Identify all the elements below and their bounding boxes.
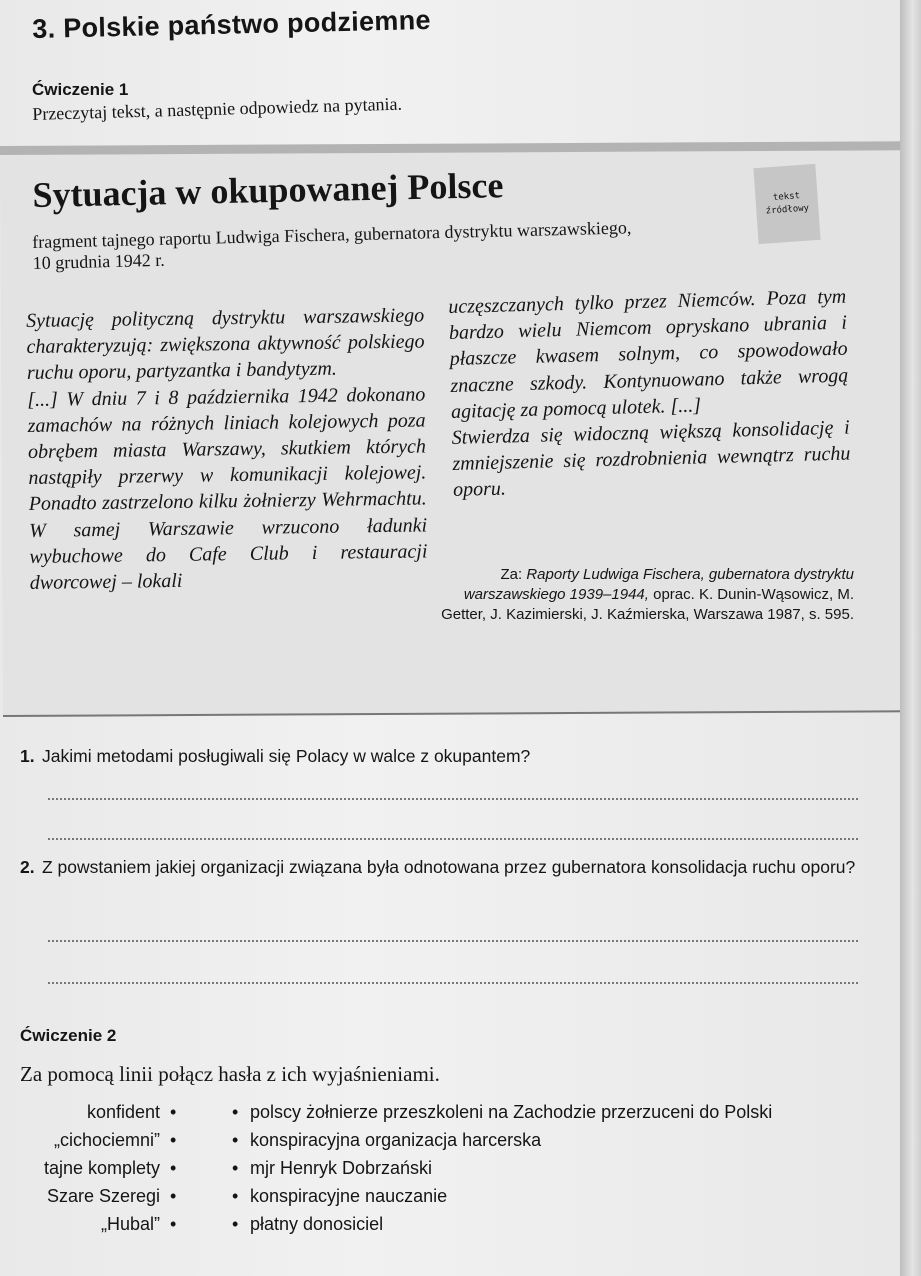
- answer-line[interactable]: [48, 982, 858, 984]
- exercise-1-label: Ćwiczenie 1: [32, 80, 129, 99]
- source-paragraph: uczęszczanych tylko przez Niemców. Poza tym bardzo wielu Niemcom opryskano ubrania i płaszcze kwasem solnym, co spowodowało znaczne szkody. Kontynuowano także wrogą agitację za pomocą ulotek. [...]: [448, 285, 849, 423]
- source-citation: [440, 565, 854, 625]
- matching-row: [0, 1102, 900, 1128]
- source-subtitle: fragment tajnego raportu Ludwiga Fischera, gubernatora dystryktu warszawskiego, 10 grudnia 1942 r.: [32, 217, 632, 273]
- term: „Hubal”: [100, 1214, 160, 1234]
- citation-title: Raporty Ludwiga Fischera, gubernatora dystryktu warszawskiego 1939–1944,: [463, 566, 854, 603]
- definition: polscy żołnierze przeszkoleni na Zachodzie przerzuceni do Polski: [250, 1102, 773, 1122]
- term-bullet[interactable]: •: [170, 1102, 177, 1122]
- term-bullet[interactable]: •: [170, 1158, 177, 1178]
- source-title: Sytuacja w okupowanej Polsce: [32, 165, 504, 215]
- question-text: Z powstaniem jakiej organizacji związana była odnotowana przez gubernatora konsolidacja ruchu oporu?: [42, 857, 856, 877]
- source-text-right-column: [448, 284, 851, 504]
- answer-line[interactable]: [48, 798, 858, 800]
- question-text: Jakimi metodami posługiwali się Polacy w walce z okupantem?: [42, 746, 531, 766]
- answer-line[interactable]: [48, 940, 858, 942]
- question-2: [20, 855, 870, 880]
- exercise-2-instruction: Za pomocą linii połącz hasła z ich wyjaśnieniami.: [20, 1062, 440, 1086]
- term-bullet[interactable]: •: [170, 1130, 177, 1150]
- term-bullet[interactable]: •: [170, 1214, 177, 1234]
- source-paragraph: Stwierdza się widoczną większą konsolidację i zmniejszenie się rozdrobnienia wewnątrz ruchu oporu.: [451, 416, 851, 502]
- definition: konspiracyjne nauczanie: [250, 1186, 448, 1206]
- question-1: [20, 744, 870, 769]
- term: konfident: [86, 1102, 160, 1122]
- definition-bullet[interactable]: •: [232, 1158, 239, 1178]
- matching-row: [0, 1158, 900, 1184]
- badge-line-2: źródłowy: [765, 203, 810, 217]
- citation-details: oprac. K. Dunin-Wąsowicz, M. Getter, J. Kazimierski, J. Kaźmierska, Warszawa 1987, s. 595.: [441, 586, 854, 623]
- citation-prefix: Za:: [500, 566, 527, 583]
- source-paragraph: [...] W dniu 7 i 8 października 1942 dokonano zamachów na różnych liniach kolejowych poza obrębem miasta Warszawy, skutkiem których nastąpiły przerwy w komunikacji kolejowej. Ponadto zastrzelono kilku żołnierzy Wehrmachtu. W samej Warszawie wrzucono ładunki wybuchowe do Cafe Club i restauracji dworcowej – lokali: [27, 383, 428, 595]
- badge-line-1: tekst: [772, 191, 801, 203]
- definition-bullet[interactable]: •: [232, 1102, 239, 1122]
- definition-bullet[interactable]: •: [232, 1130, 239, 1150]
- definition-bullet[interactable]: •: [232, 1186, 239, 1206]
- exercise-2-label: Ćwiczenie 2: [20, 1026, 117, 1045]
- question-number: 2.: [20, 857, 35, 877]
- source-text-badge: [753, 164, 820, 244]
- section-title: 3. Polskie państwo podziemne: [32, 4, 432, 44]
- definition: płatny donosiciel: [250, 1214, 384, 1234]
- term: Szare Szeregi: [46, 1186, 160, 1206]
- term-bullet[interactable]: •: [170, 1186, 177, 1206]
- definition: mjr Henryk Dobrzański: [250, 1158, 433, 1178]
- definition-bullet[interactable]: •: [232, 1214, 239, 1234]
- exercise-1-instruction: Przeczytaj tekst, a następnie odpowiedz na pytania.: [32, 93, 403, 124]
- matching-row: [0, 1130, 900, 1156]
- matching-row: [0, 1186, 900, 1212]
- source-paragraph: Sytuację polityczną dystryktu warszawskiego charakteryzują: zwiększona aktywność polskiego ruchu oporu, partyzantka i bandytyzm.: [26, 304, 425, 385]
- page-edge: [900, 0, 921, 1276]
- answer-line[interactable]: [48, 838, 858, 840]
- question-number: 1.: [20, 746, 35, 766]
- matching-row: [0, 1214, 900, 1240]
- term: tajne komplety: [43, 1158, 160, 1178]
- definition: konspiracyjna organizacja harcerska: [250, 1130, 542, 1150]
- source-text-left-column: [26, 302, 428, 596]
- term: „cichociemni”: [53, 1130, 160, 1150]
